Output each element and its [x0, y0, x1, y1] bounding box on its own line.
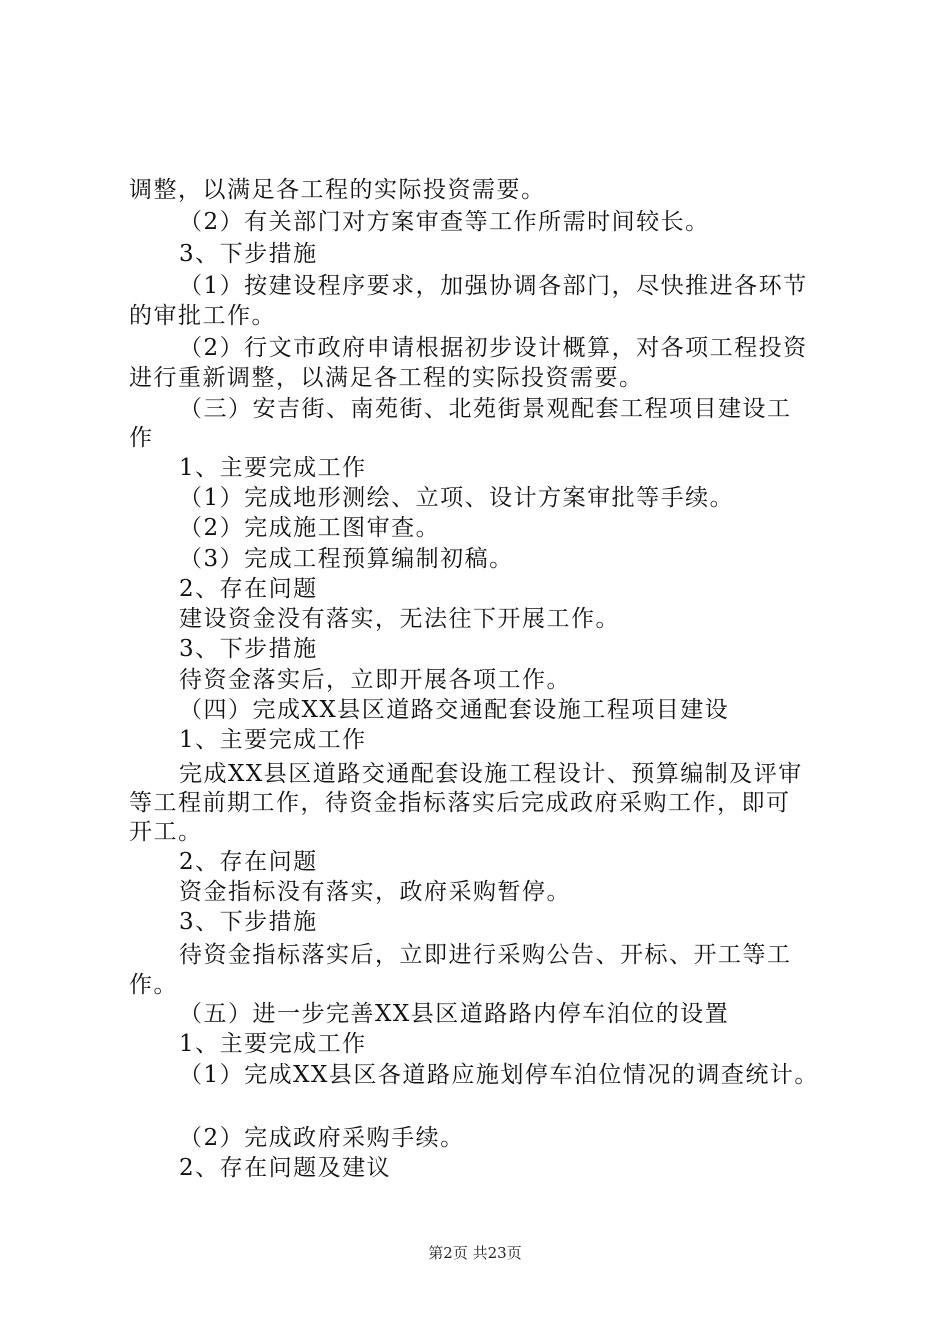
text-line: （1）完成XX县区各道路应施划停车泊位情况的调查统计。	[179, 1062, 819, 1088]
text-line: 1、主要完成工作	[179, 1031, 367, 1057]
text-line: 开工。	[129, 819, 203, 845]
text-line: 2、存在问题	[179, 576, 318, 602]
text-line: 待资金指标落实后，立即进行采购公告、开标、开工等工	[179, 942, 792, 968]
text-line: （2）行文市政府申请根据初步设计概算，对各项工程投资	[179, 335, 808, 361]
page-number-footer: 第2页 共23页	[428, 1244, 522, 1262]
text-line: 作	[129, 425, 154, 451]
text-line: 2、存在问题	[179, 849, 318, 875]
text-line: （1）完成地形测绘、立项、设计方案审批等手续。	[179, 485, 735, 511]
text-line: 资金指标没有落实，政府采购暂停。	[179, 879, 571, 905]
text-line: （1）按建设程序要求，加强协调各部门，尽快推进各环节	[179, 273, 808, 299]
text-line: 等工程前期工作，待资金指标落实后完成政府采购工作，即可	[129, 790, 791, 816]
text-line: 建设资金没有落实，无法往下开展工作。	[179, 606, 620, 632]
text-line: （2）完成政府采购手续。	[179, 1125, 465, 1151]
text-line: 完成XX县区道路交通配套设施工程设计、预算编制及评审	[179, 761, 803, 787]
text-line: 1、主要完成工作	[179, 455, 367, 481]
text-line: 2、存在问题及建议	[179, 1155, 392, 1181]
text-line: （五）进一步完善XX县区道路路内停车泊位的设置	[179, 1001, 730, 1027]
text-line: 的审批工作。	[129, 303, 276, 329]
text-line: 1、主要完成工作	[179, 727, 367, 753]
text-line: （四）完成XX县区道路交通配套设施工程项目建设	[179, 697, 730, 723]
text-line: （3）完成工程预算编制初稿。	[179, 546, 514, 572]
text-line: （2）完成施工图审查。	[179, 515, 441, 541]
text-line: 待资金落实后，立即开展各项工作。	[179, 667, 571, 693]
text-line: （三）安吉街、南苑街、北苑街景观配套工程项目建设工	[179, 396, 792, 422]
text-line: 3、下步措施	[179, 636, 318, 662]
text-line: 进行重新调整，以满足各工程的实际投资需要。	[129, 365, 644, 391]
text-line: 调整，以满足各工程的实际投资需要。	[129, 177, 546, 203]
text-line: 作。	[129, 972, 178, 998]
text-line: 3、下步措施	[179, 241, 318, 267]
text-line: 3、下步措施	[179, 909, 318, 935]
text-line: （2）有关部门对方案审查等工作所需时间较长。	[179, 209, 710, 235]
